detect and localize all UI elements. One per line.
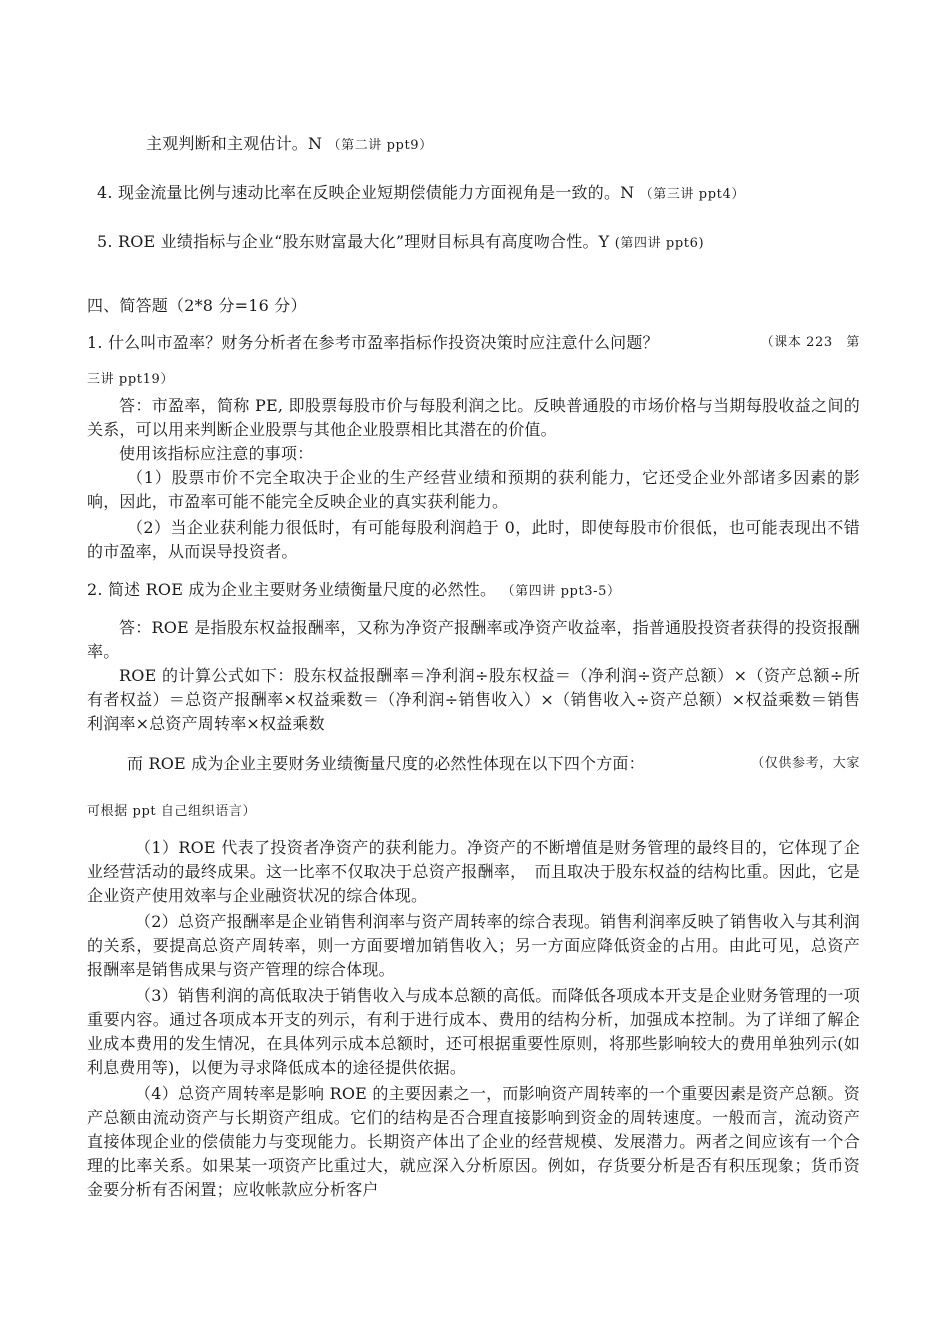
q2-answer-intro: [127, 754, 860, 774]
q1-answer-point1: （1）股票市价不完全取决于企业的生产经营业绩和预期的获利能力，它还受企业外部诸多因素的影响，因此，市盈率可能不能完全反映企业的真实获利能力。: [87, 468, 860, 511]
tf-item5-text: 5. ROE 业绩指标与企业“股东财富最大化”理财目标具有高度吻合性。Y: [97, 232, 610, 251]
q1-ref-a: （课本 223 第: [760, 335, 860, 350]
tf-item5: [97, 232, 704, 254]
q2-point3: （3）销售利润的高低取决于销售收入与成本总额的高低。而降低各项成本开支是企业财务管理的一项重要内容。通过各项成本开支的列示，有利于进行成本、费用的结构分析，加强成本控制。为了详细了解企业成本费用的发生情况，在具体列示成本总额时，还可根据重要性原则，将那些影响较大的费用单独列示(如利息费用等)，以便为寻求降低成本的途径提供依据。: [87, 986, 860, 1077]
tf-item4: [97, 183, 745, 205]
q2-question-text: 2. 简述 ROE 成为企业主要财务业绩衡量尺度的必然性。: [87, 580, 497, 599]
section-heading: 四、简答题（2*8 分=16 分）: [87, 296, 307, 315]
q2-answer-intro-text: 而 ROE 成为企业主要财务业绩衡量尺度的必然性体现在以下四个方面：: [127, 754, 645, 773]
q2-answer-intro-note: （仅供参考，大家: [751, 756, 860, 771]
q2-answer-intro-note2: 可根据 ppt 自己组织语言）: [87, 804, 257, 819]
q1-question-text: 1. 什么叫市盈率？财务分析者在参考市盈率指标作投资决策时应注意什么问题？: [87, 333, 659, 352]
q2-answer-formula: ROE 的计算公式如下：股东权益报酬率＝净利润÷股东权益＝（净利润÷资产总额）×（资产总额÷所有者权益）＝总资产报酬率×权益乘数＝（净利润÷销售收入）×（销售收入÷资产总额）×权益乘数＝销售利润率×总资产周转率×权益乘数: [87, 666, 860, 733]
q1-answer-notes-heading: 使用该指标应注意的事项：: [119, 444, 314, 463]
q1-question: [87, 333, 860, 353]
q2-point4: （4）总资产周转率是影响 ROE 的主要因素之一，而影响资产周转率的一个重要因素是资产总额。资产总额由流动资产与长期资产组成。它们的结构是否合理直接影响到资金的周转速度。一般而言，流动资产直接体现企业的偿债能力与变现能力。长期资产体出了企业的经营规模、发展潜力。两者之间应该有一个合理的比率关系。如果某一项资产比重过大，就应深入分析原因。例如，存货要分析是否有积压现象；货币资金要分析有否闲置；应收帐款应分析客户: [87, 1084, 860, 1199]
tf-item5-ref: (第四讲 ppt6): [614, 236, 705, 251]
q2-answer-definition: 答：ROE 是指股东权益报酬率，又称为净资产报酬率或净资产收益率，指普通股投资者获得的投资报酬率。: [87, 618, 860, 661]
q2-ref: （第四讲 ppt3-5）: [501, 584, 621, 599]
tf-item3-ref: （第二讲 ppt9）: [327, 138, 433, 153]
tf-item4-text: 4. 现金流量比例与速动比率在反映企业短期偿债能力方面视角是一致的。N: [97, 183, 635, 202]
q2-point2: （2）总资产报酬率是企业销售利润率与资产周转率的综合表现。销售利润率反映了销售收入与其利润的关系，要提高总资产周转率，则一方面要增加销售收入；另一方面应降低资金的占用。由此可见，总资产报酬率是销售成果与资产管理的综合体现。: [87, 912, 860, 979]
q1-answer-definition: 答：市盈率，简称 PE, 即股票每股市价与每股利润之比。反映普通股的市场价格与当期每股收益之间的关系，可以用来判断企业股票与其他企业股票相比其潜在的价值。: [87, 396, 860, 439]
q2-point1: （1）ROE 代表了投资者净资产的获利能力。净资产的不断增值是财务管理的最终目的，它体现了企业经营活动的最终成果。这一比率不仅取决于总资产报酬率， 而且取决于股东权益的结构比重。因此，它是企业资产使用效率与企业融资状况的综合体现。: [87, 838, 860, 905]
q1-answer-point2: （2）当企业获利能力很低时，有可能每股利润趋于 0，此时，即使每股市价很低，也可能表现出不错的市盈率，从而误导投资者。: [87, 518, 860, 561]
q1-ref-b: 三讲 ppt19）: [87, 372, 174, 387]
tf-item3-text: 主观判断和主观估计。N: [146, 134, 323, 153]
tf-item3-continuation: [146, 134, 433, 156]
q2-question: [87, 580, 621, 602]
tf-item4-ref: （第三讲 ppt4）: [639, 187, 745, 202]
